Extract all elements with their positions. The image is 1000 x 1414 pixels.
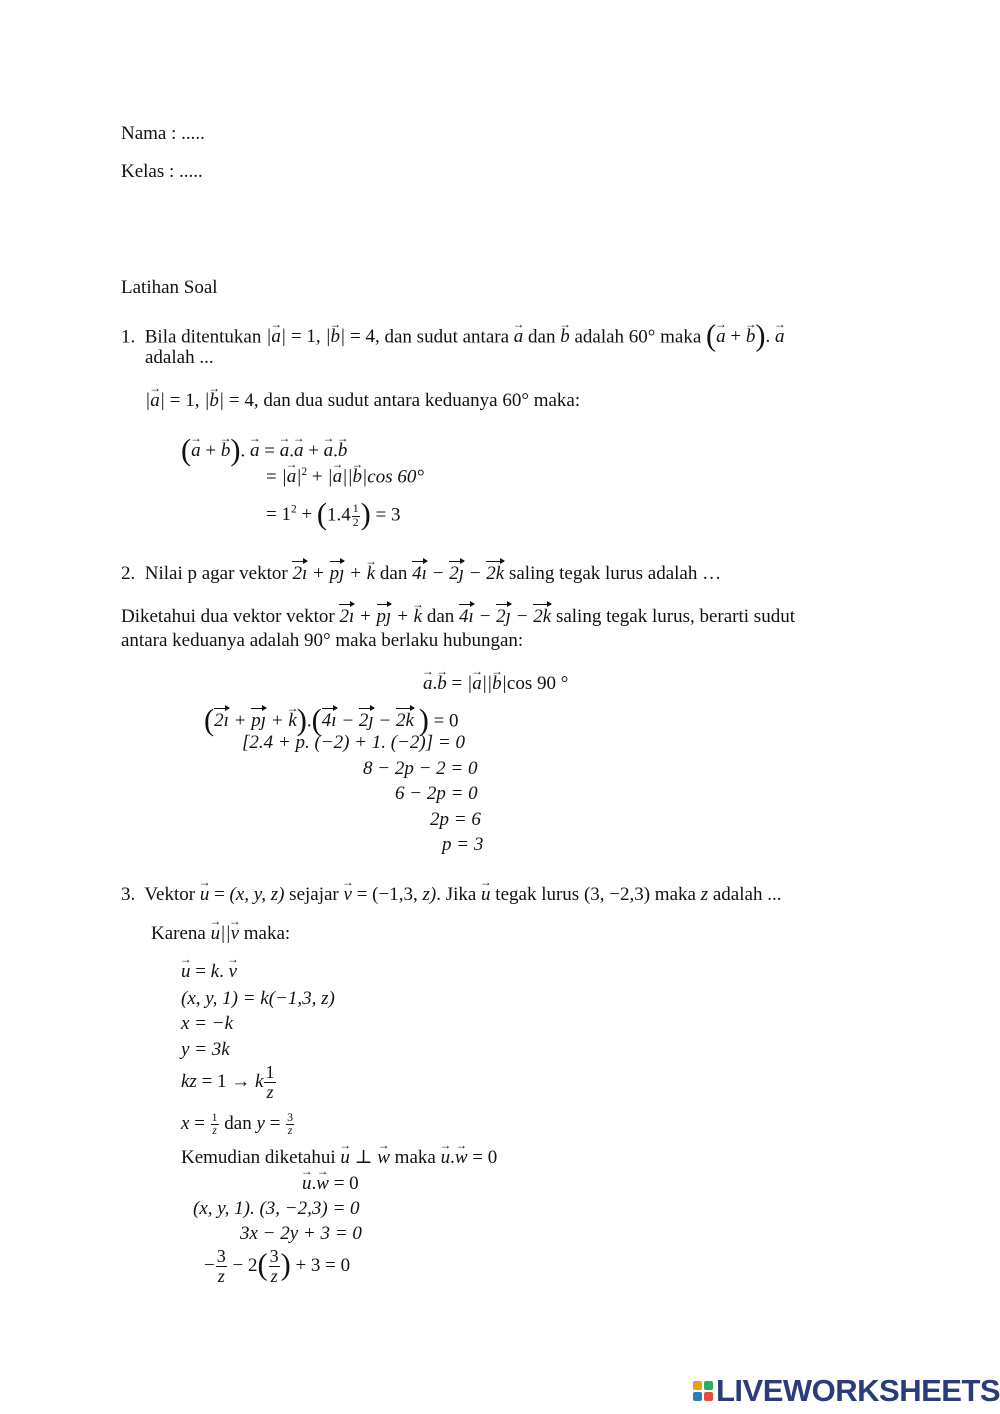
solution-text: Karena	[151, 923, 206, 944]
q2-eq-line-6: 2p = 6	[430, 809, 481, 830]
name-field-label: Nama : .....	[121, 123, 205, 144]
solution-text: maka:	[243, 923, 291, 944]
brand-name: LIVEWORKSHEETS	[716, 1373, 1000, 1408]
q2-eq-line-2: (2ı + pȷ + → k).(4ı − 2ȷ − 2k ) = 0	[204, 703, 459, 738]
solution-text: saling tegak lurus, berarti sudut	[555, 606, 795, 627]
q3-eq-line-3: 3x − 2y + 3 = 0	[240, 1223, 362, 1244]
question-number: 1.	[121, 326, 136, 348]
liveworksheets-logo-icon	[693, 1381, 713, 1401]
solution-text: antara keduanya adalah 90° maka berlaku hubungan:	[121, 630, 524, 651]
q3-eq-line-1: → u.→ w = 0	[302, 1173, 359, 1195]
question-text: dan	[528, 326, 556, 348]
section-title: Latihan Soal	[121, 277, 218, 298]
q3-line-6: x = $\frac{1}{z}$ dan y = $\frac{3}{z}$	[181, 1111, 294, 1138]
question-text: dan sudut antara	[384, 326, 510, 348]
cos-term: cos 60°	[367, 466, 424, 488]
question-text: Nilai p agar vektor	[144, 563, 288, 584]
question-text: . Jika	[436, 884, 477, 905]
question-number: 3.	[121, 884, 136, 905]
q2-eq-line-5: 6 − 2p = 0	[395, 783, 478, 804]
question-text: Bila ditentukan	[144, 326, 262, 348]
q3-kemudian-line: Kemudian diketahui → u ⊥ → w maka → u.→ w = 0	[181, 1147, 497, 1169]
q3-line-4: y = 3k	[181, 1039, 230, 1060]
question-2: 2. Nilai p agar vektor 2ı + pȷ + → k dan 4ı − 2ȷ − 2k saling tegak lurus adalah …	[121, 561, 721, 585]
q2-eq-line-3: [2.4 + p. (−2) + 1. (−2)] = 0	[242, 732, 465, 753]
solution-text: dan	[426, 606, 455, 627]
question-text: sejajar	[289, 884, 339, 905]
q1-eq-line-1: (→ a + → b). → a = → a.→ a + → a.→ b	[181, 433, 347, 468]
cos-term: cos 90 °	[506, 673, 569, 694]
q3-line-5: kz = 1 → k $\frac{1}{z}$	[181, 1062, 275, 1102]
question-text: Vektor	[144, 884, 196, 905]
question-1: 1. Bila ditentukan |→ a| = 1, |→ b| = 4, dan sudut antara → a dan → b adalah 60° maka (→ a + → b). → a	[121, 319, 785, 354]
question-number: 2.	[121, 563, 136, 584]
q1-solution-intro: |→ a| = 1, |→ b| = 4, dan dua sudut antara keduanya 60° maka:	[145, 390, 580, 412]
question-text: tegak lurus (3, −2,3) maka	[495, 884, 696, 905]
q1-result: 3	[391, 504, 401, 526]
q3-karena-line: Karena → u||→ v maka:	[151, 923, 290, 945]
q2-eq-line-7: p = 3	[442, 834, 484, 855]
question-text: saling tegak lurus adalah …	[508, 563, 722, 584]
q3-eq-line-4: − $\frac{3}{z}$ − 2( $\frac{3}{z}$ ) + 3 = 0	[204, 1246, 351, 1286]
question-text: adalah 60° maka	[574, 326, 702, 348]
liveworksheets-logo	[693, 1373, 1000, 1409]
solution-text: maka	[394, 1147, 436, 1168]
q1-eq-line-2: = |→ $a|^2$ + |→ a||→ b|cos 60°	[266, 466, 424, 488]
solution-text: dan dua sudut antara keduanya 60° maka:	[263, 390, 581, 411]
q3-eq-line-2: (x, y, 1). (3, −2,3) = 0	[193, 1198, 360, 1219]
q3-line-2: (x, y, 1) = k(−1,3, z)	[181, 988, 335, 1009]
question-text: adalah ...	[145, 347, 214, 368]
solution-text: dan	[224, 1113, 252, 1135]
question-text: dan	[379, 563, 408, 584]
q3-line-3: x = −k	[181, 1013, 234, 1034]
q2-eq-line-1: → a.→ b = |→ a||→ b|cos 90 °	[423, 673, 568, 695]
class-field-label: Kelas : .....	[121, 161, 203, 182]
q2-solution-intro: Diketahui dua vektor vektor 2ı + pȷ + → k dan 4ı − 2ȷ − 2k saling tegak lurus, berarti sudut	[121, 604, 795, 628]
solution-text: Diketahui dua vektor vektor	[121, 606, 335, 627]
q2-eq-line-4: 8 − 2p − 2 = 0	[363, 758, 478, 779]
solution-text: Kemudian diketahui	[181, 1147, 336, 1168]
q3-line-1: → u = k. → v	[181, 961, 237, 983]
question-text: adalah ...	[712, 884, 782, 905]
question-3: 3. Vektor → u = (x, y, z) sejajar → v = (−1,3, z). Jika → u tegak lurus (3, −2,3) maka z adalah ...	[121, 884, 781, 906]
q1-eq-line-3: = $1^2 + (1.4$ $\frac{1}{2}$ ) = 3	[266, 497, 401, 531]
